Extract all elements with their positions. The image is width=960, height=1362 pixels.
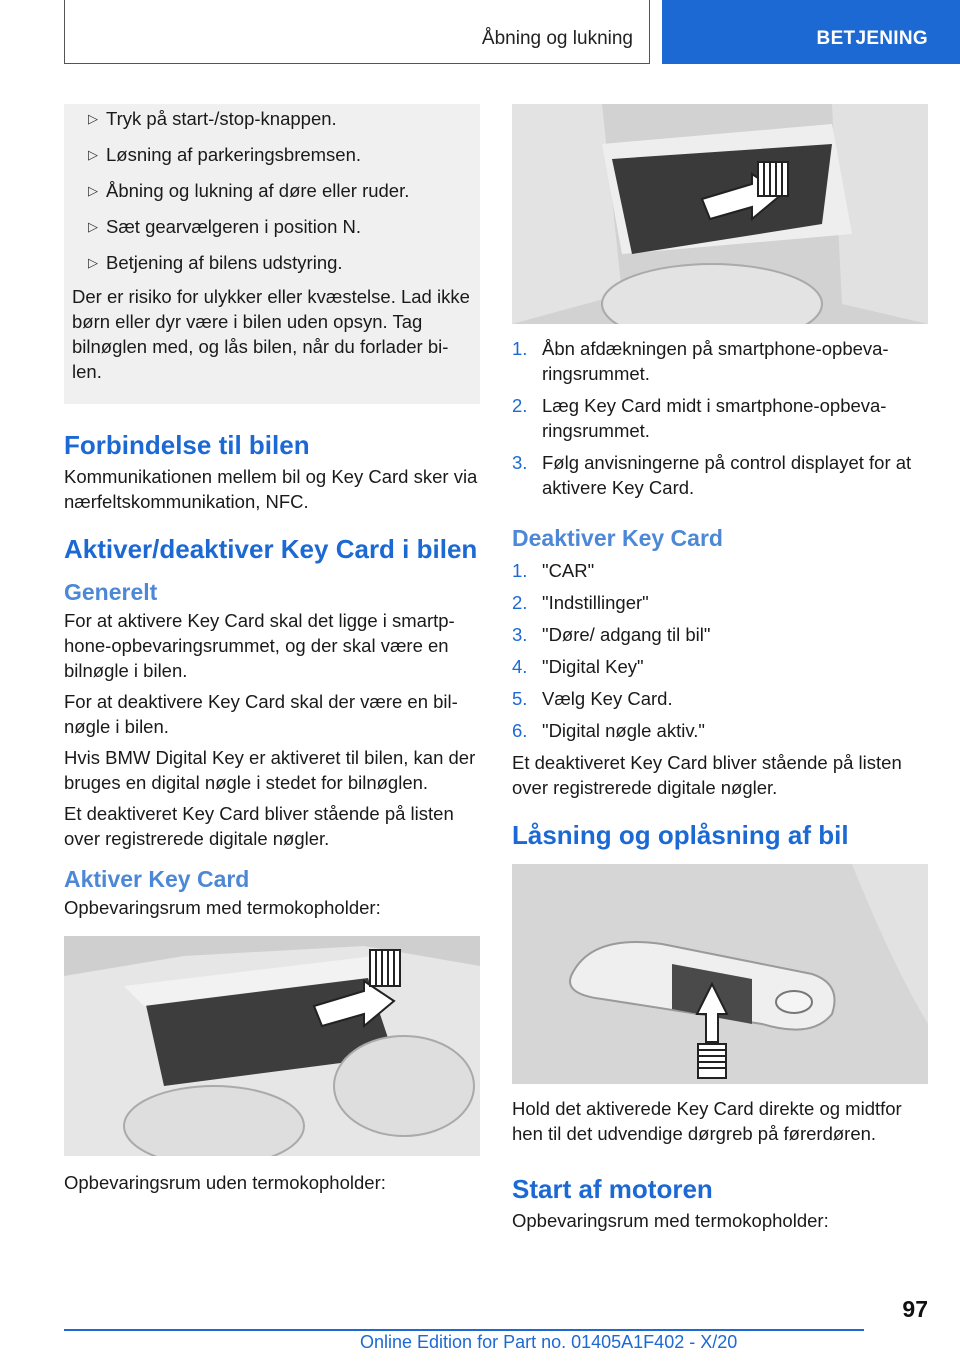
warning-box [64, 104, 480, 404]
heading-activate: Aktiver Key Card [64, 866, 250, 892]
paragraph-general-1: For at aktivere Key Card skal det ligge i smartp-hone-opbevaringsrummet, og der skal være en bilnøgle i bilen. [64, 610, 455, 681]
list-item: 2. "Indstillinger" [512, 592, 649, 613]
footer-edition: Online Edition for Part no. 01405A1F402 - X/20 [360, 1332, 738, 1352]
storage-without-thermo-photo [512, 104, 928, 324]
storage-compartment-illustration [64, 936, 480, 1156]
paragraph-general-4: Et deaktiveret Key Card bliver stående på listen over registrerede digitale nøgler. [64, 803, 454, 849]
activate-steps-list [512, 336, 928, 500]
list-item: 3. Følg anvisningerne på control displayet for at aktivere Key Card. [512, 452, 912, 498]
paragraph-deactivated: Et deaktiveret Key Card bliver stående på listen over registrerede digitale nøgler. [512, 752, 902, 798]
left-column [64, 104, 480, 1201]
paragraph-connection: Kommunikationen mellem bil og Key Card sker via nærfeltskommunikation, NFC. [64, 466, 478, 512]
storage-compartment-illustration [512, 104, 928, 324]
warning-list-item: ▷ Løsning af parkeringsbremsen. [88, 144, 362, 165]
list-item: 3. "Døre/ adgang til bil" [512, 624, 711, 645]
paragraph-locking: Hold det aktiverede Key Card direkte og midtfor hen til det udvendige dørgreb på førerdøren. [512, 1098, 902, 1144]
list-item: 1. "CAR" [512, 560, 595, 581]
list-item: 1. Åbn afdækningen på smartphone-opbeva-ringsrummet. [512, 338, 889, 384]
warning-text: Der er risiko for ulykker eller kvæstelse. Lad ikke børn eller dyr være i bilen uden opsyn. Tag bilnøglen med, og lås bilen, når du forlader bi-len. [72, 286, 470, 382]
paragraph-general-3: Hvis BMW Digital Key er aktiveret til bilen, kan der bruges en digital nøgle i stedet for bilnøglen. [64, 747, 476, 793]
header-chapter-title: BETJENING [816, 28, 928, 49]
heading-deactivate: Deaktiver Key Card [512, 525, 723, 551]
header-chapter-box [662, 0, 960, 64]
storage-with-thermo-photo [64, 936, 480, 1156]
triangle-bullet-icon: ▷ [88, 183, 98, 198]
door-handle-photo [512, 864, 928, 1084]
heading-connection: Forbindelse til bilen [64, 430, 310, 460]
door-handle-illustration [512, 864, 928, 1084]
paragraph-start-engine: Opbevaringsrum med termokopholder: [512, 1210, 829, 1231]
deactivate-steps-list [512, 558, 928, 743]
heading-start-engine: Start af motoren [512, 1174, 713, 1204]
footer-rule [64, 1329, 864, 1331]
triangle-bullet-icon: ▷ [88, 111, 98, 126]
heading-activate-deactivate: Aktiver/deaktiver Key Card i bilen [64, 534, 478, 564]
triangle-bullet-icon: ▷ [88, 147, 98, 162]
warning-list-item: ▷ Tryk på start-/stop-knappen. [88, 108, 337, 129]
paragraph-with-thermo: Opbevaringsrum med termokopholder: [64, 897, 381, 918]
warning-list-item: ▷ Sæt gearvælgeren i position N. [88, 216, 362, 237]
list-item: 2. Læg Key Card midt i smartphone-opbeva-ringsrummet. [512, 395, 887, 441]
list-item: 5. Vælg Key Card. [512, 688, 673, 709]
triangle-bullet-icon: ▷ [88, 255, 98, 270]
list-item: 6. "Digital nøgle aktiv." [512, 720, 705, 741]
page-number: 97 [902, 1296, 928, 1322]
list-item: 4. "Digital Key" [512, 656, 644, 677]
header-section-box [64, 0, 650, 64]
triangle-bullet-icon: ▷ [88, 219, 98, 234]
right-column [512, 104, 928, 1239]
paragraph-without-thermo: Opbevaringsrum uden termokopholder: [64, 1172, 386, 1193]
header-section-title: Åbning og lukning [481, 28, 633, 49]
heading-general: Generelt [64, 579, 158, 605]
heading-locking: Låsning og oplåsning af bil [512, 820, 849, 850]
paragraph-general-2: For at deaktivere Key Card skal der være en bil-nøgle i bilen. [64, 691, 458, 737]
warning-list-item: ▷ Åbning og lukning af døre eller ruder. [88, 180, 410, 201]
warning-list-item: ▷ Betjening af bilens udstyring. [88, 252, 343, 273]
